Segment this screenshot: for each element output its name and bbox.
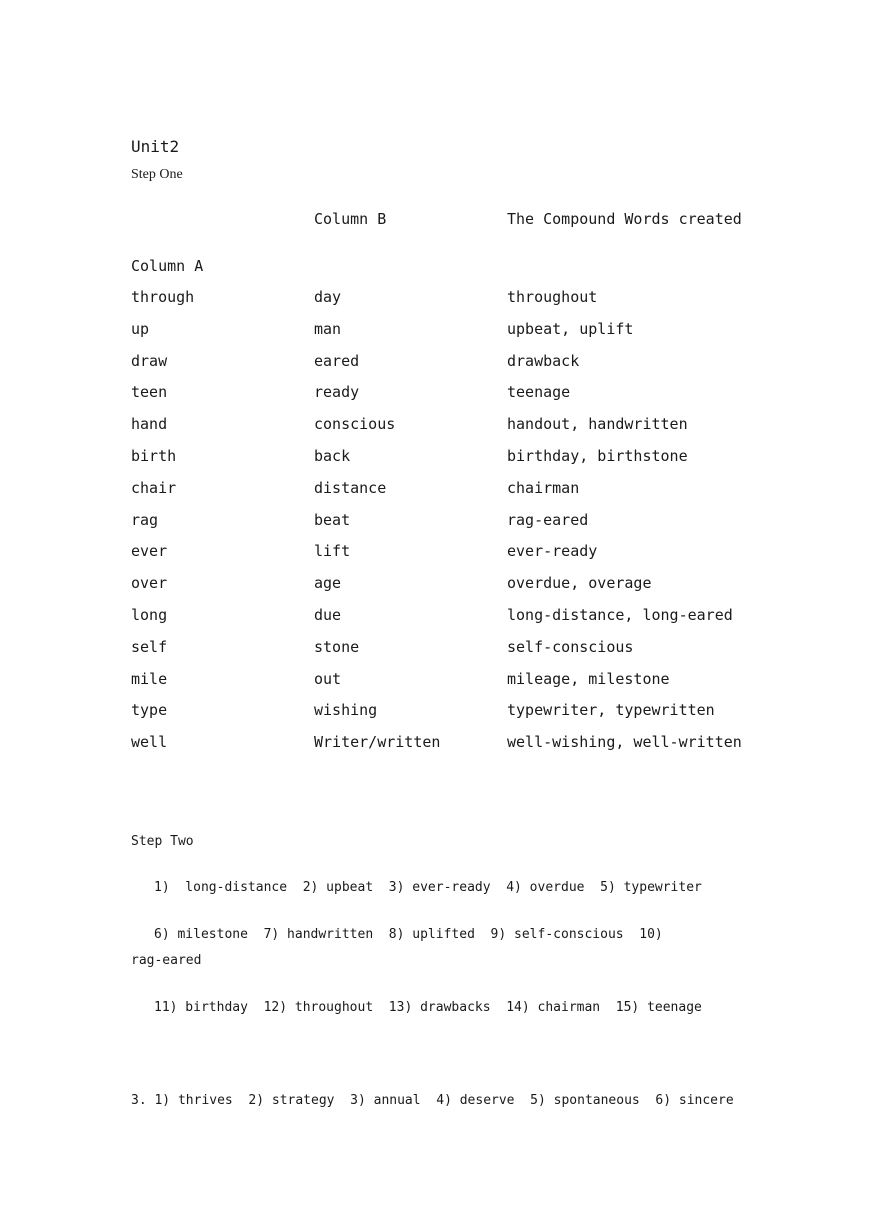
compound-word: teenage (507, 383, 571, 401)
column-b-word: conscious (314, 415, 396, 433)
step-two-line-3: 11) birthday 12) throughout 13) drawbacks 14) chairman 15) teenage (154, 1000, 702, 1015)
step-two-heading: Step Two (131, 834, 194, 849)
column-b-word: day (314, 288, 342, 306)
compound-word: throughout (507, 288, 598, 306)
step-two-line-1: 1) long-distance 2) upbeat 3) ever-ready 4) overdue 5) typewriter (154, 880, 702, 895)
compound-word: birthday, birthstone (507, 447, 688, 465)
compound-word: typewriter, typewritten (507, 701, 715, 719)
column-a-word: up (131, 320, 150, 338)
compound-word: ever-ready (507, 542, 598, 560)
column-b-header: Column B (314, 210, 387, 228)
compound-word: overdue, overage (507, 574, 652, 592)
compound-word: rag-eared (507, 511, 589, 529)
compound-word: handout, handwritten (507, 415, 688, 433)
section-3-answers: 3. 1) thrives 2) strategy 3) annual 4) deserve 5) spontaneous 6) sincere (131, 1093, 734, 1108)
column-a-word: through (131, 288, 195, 306)
column-b-word: due (314, 606, 342, 624)
column-a-word: ever (131, 542, 168, 560)
compound-word: self-conscious (507, 638, 634, 656)
column-b-word: back (314, 447, 351, 465)
column-b-word: lift (314, 542, 351, 560)
compound-word: mileage, milestone (507, 670, 670, 688)
column-b-word: wishing (314, 701, 378, 719)
column-b-word: eared (314, 352, 360, 370)
column-b-word: distance (314, 479, 387, 497)
column-a-word: well (131, 733, 168, 751)
column-a-word: chair (131, 479, 177, 497)
column-b-word: man (314, 320, 342, 338)
column-a-word: mile (131, 670, 168, 688)
step-two-line-2-cont: rag-eared (131, 953, 202, 968)
column-b-word: Writer/written (314, 733, 441, 751)
unit-title: Unit2 (131, 137, 180, 156)
column-b-word: stone (314, 638, 360, 656)
column-b-word: ready (314, 383, 360, 401)
column-a-word: long (131, 606, 168, 624)
step-two-line-2: 6) milestone 7) handwritten 8) uplifted 9) self-conscious 10) (154, 927, 663, 942)
column-a-word: type (131, 701, 168, 719)
step-one-heading: Step One (131, 167, 183, 182)
column-a-header: Column A (131, 257, 204, 275)
column-a-word: self (131, 638, 168, 656)
column-a-word: birth (131, 447, 177, 465)
compound-words-header: The Compound Words created (507, 210, 742, 228)
column-a-word: hand (131, 415, 168, 433)
column-b-word: out (314, 670, 342, 688)
compound-word: long-distance, long-eared (507, 606, 733, 624)
column-a-word: draw (131, 352, 168, 370)
column-b-word: age (314, 574, 342, 592)
column-a-word: over (131, 574, 168, 592)
compound-word: drawback (507, 352, 580, 370)
column-a-word: rag (131, 511, 159, 529)
compound-word: well-wishing, well-written (507, 733, 742, 751)
column-b-word: beat (314, 511, 351, 529)
compound-word: upbeat, uplift (507, 320, 634, 338)
compound-word: chairman (507, 479, 580, 497)
column-a-word: teen (131, 383, 168, 401)
